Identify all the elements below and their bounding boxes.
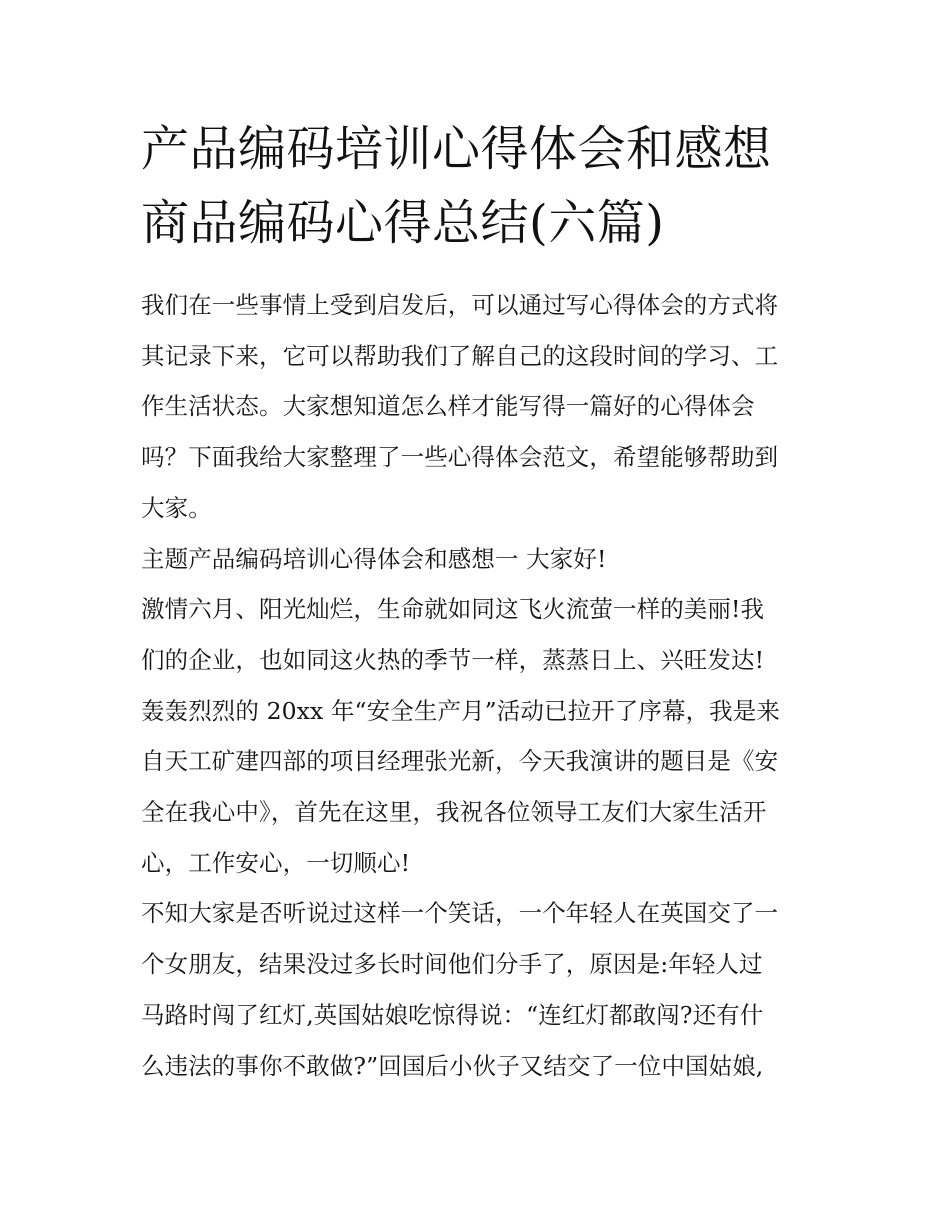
text-line: 吗？下面我给大家整理了一些心得体会范文，希望能够帮助到 (141, 443, 779, 472)
text-line: 们的企业，也如同这火热的季节一样，蒸蒸日上、兴旺发达! (141, 645, 765, 674)
text-line: 我们在一些事情上受到启发后，可以通过写心得体会的方式将 (141, 291, 779, 319)
text-line: 不知大家是否听说过这样一个笑话，一个年轻人在英国交了一 (141, 899, 779, 928)
body-paragraph (141, 888, 821, 1091)
title-line: 商品编码心得总结(六篇) (141, 195, 665, 251)
text-line: 么违法的事你不敢做?”回国后小伙子又结交了一位中国姑娘, (141, 1051, 764, 1080)
text-line: 心，工作安心，一切顺心! (141, 848, 411, 877)
document-body (141, 280, 821, 1091)
section-heading-paragraph (141, 534, 821, 585)
text-line: 自天工矿建四部的项目经理张光新，今天我演讲的题目是《安 (141, 747, 779, 776)
text-line: 马路时闯了红灯,英国姑娘吃惊得说：“连红灯都敢闯?还有什 (141, 1000, 764, 1029)
body-paragraph (141, 584, 821, 888)
title-line: 产品编码培训心得体会和感想 (141, 121, 772, 177)
text-line: 个女朋友，结果没过多长时间他们分手了，原因是:年轻人过 (141, 950, 763, 979)
document-title (141, 112, 821, 260)
text-line: 作生活状态。大家想知道怎么样才能写得一篇好的心得体会 (141, 392, 755, 421)
text-line: 主题产品编码培训心得体会和感想一 大家好! (141, 544, 607, 573)
text-line: 激情六月、阳光灿烂，生命就如同这飞火流萤一样的美丽!我 (141, 595, 765, 624)
text-line: 其记录下来，它可以帮助我们了解自己的这段时间的学习、工 (141, 341, 779, 370)
text-line: 全在我心中》，首先在这里，我祝各位领导工友们大家生活开 (141, 798, 767, 827)
intro-paragraph (141, 280, 821, 534)
text-line: 轰轰烈烈的 20xx 年“安全生产月”活动已拉开了序幕，我是来 (141, 696, 780, 725)
text-line: 大家。 (141, 493, 212, 522)
